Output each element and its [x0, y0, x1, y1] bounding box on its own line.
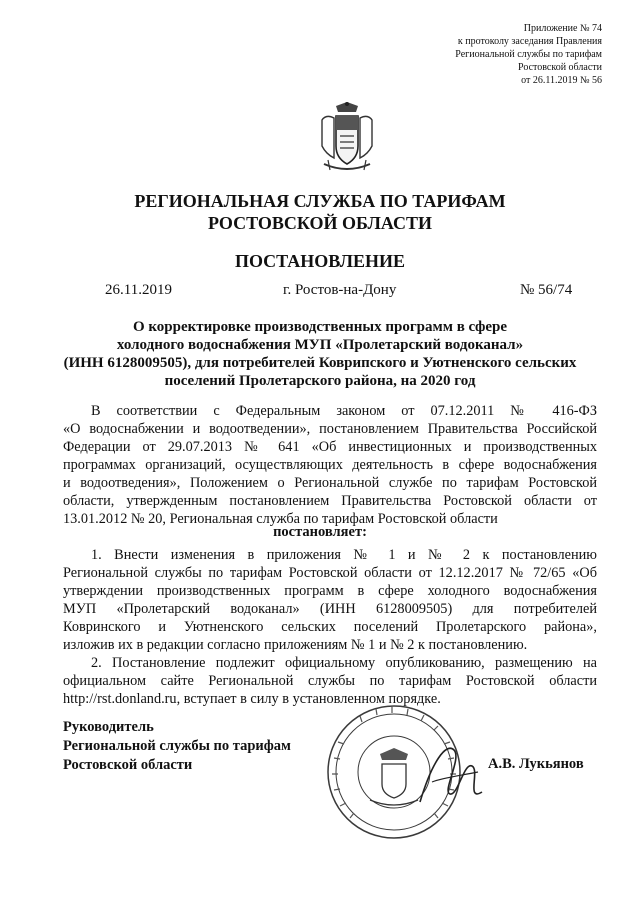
item-1	[63, 546, 597, 654]
appendix-line: от 26.11.2019 № 56	[521, 75, 602, 86]
document-city: г. Ростов-на-Дону	[283, 282, 397, 298]
document-subject	[40, 318, 600, 390]
item-2-line: официальном сайте Региональной службы по тарифам Ростовской области	[63, 673, 597, 689]
coat-of-arms-emblem	[316, 100, 378, 174]
item-2-line: 2. Постановление подлежит официальному опубликованию, размещению на	[91, 655, 597, 671]
org-region: РОСТОВСКОЙ ОБЛАСТИ	[208, 213, 432, 233]
preamble-line: и водоотведения», Положением о Региональной службе по тарифам Ростовской	[63, 475, 597, 491]
appendix-line: к протоколу заседания Правления	[457, 36, 602, 47]
document-number: № 56/74	[520, 282, 573, 298]
subject-line: О корректировке производственных программ в сфере	[132, 319, 508, 335]
item-1-line: изложив их в редакции согласно приложениям № 1 и № 2 к постановлению.	[63, 637, 528, 653]
preamble-line: области, утвержденным постановлением Правительства Ростовской области от	[63, 493, 597, 509]
item-2	[63, 654, 597, 708]
item-1-line: Ковринского и Уютненского сельских поселений Пролетарского района»,	[63, 619, 597, 635]
subject-line: холодного водоснабжения МУП «Пролетарский водоканал»	[116, 337, 524, 353]
signatory-title-line: Ростовской области	[63, 757, 193, 773]
signatory-title-line: Руководитель	[63, 719, 154, 735]
item-2-line: http://rst.donland.ru, вступает в силу в установленном порядке.	[63, 691, 441, 707]
subject-line: (ИНН 6128009505), для потребителей Коврипского и Уютненского сельских	[63, 355, 577, 371]
handwritten-signature	[412, 732, 492, 822]
document-date: 26.11.2019	[105, 282, 172, 298]
appendix-note	[455, 22, 602, 87]
preamble-line: 13.01.2012 № 20, Региональная служба по тарифам Ростовской области	[63, 511, 498, 527]
appendix-line: Региональной службы по тарифам	[455, 49, 602, 60]
signatory-title-line: Региональной службы по тарифам	[63, 738, 291, 754]
meta-row	[0, 282, 640, 302]
preamble	[63, 402, 597, 528]
appendix-line: Приложение № 74	[523, 23, 602, 34]
document-type: ПОСТАНОВЛЕНИЕ	[234, 251, 406, 271]
decree-word: постановляет:	[273, 524, 367, 540]
preamble-line: «О водоснабжении и водоотведении», постановлением Правительства Российской	[63, 421, 597, 437]
preamble-line: В соответствии с Федеральным законом от 07.12.2011 № 416-ФЗ	[91, 403, 597, 419]
preamble-line: программах организаций, осуществляющих деятельность в сфере водоснабжения	[63, 457, 597, 473]
appendix-line: Ростовской области	[518, 62, 602, 73]
item-1-line: 1. Внести изменения в приложения № 1 и № 2 к постановлению	[91, 547, 597, 563]
signatory-title	[63, 718, 291, 775]
subject-line: поселений Пролетарского района, на 2020 год	[164, 373, 476, 389]
item-1-line: Региональной службы по тарифам Ростовской области от 12.12.2017 № 72/65 «Об	[63, 565, 597, 581]
preamble-line: Федерации от 29.07.2013 № 641 «Об инвестиционных и производственных	[63, 439, 597, 455]
signatory-name: А.В. Лукьянов	[488, 756, 584, 772]
item-1-line: утверждении производственных программ в сфере холодного водоснабжения	[63, 583, 597, 599]
item-1-line: МУП «Пролетарский водоканал» (ИНН 6128009505) для потребителей	[63, 601, 597, 617]
org-name: РЕГИОНАЛЬНАЯ СЛУЖБА ПО ТАРИФАМ	[134, 191, 506, 211]
